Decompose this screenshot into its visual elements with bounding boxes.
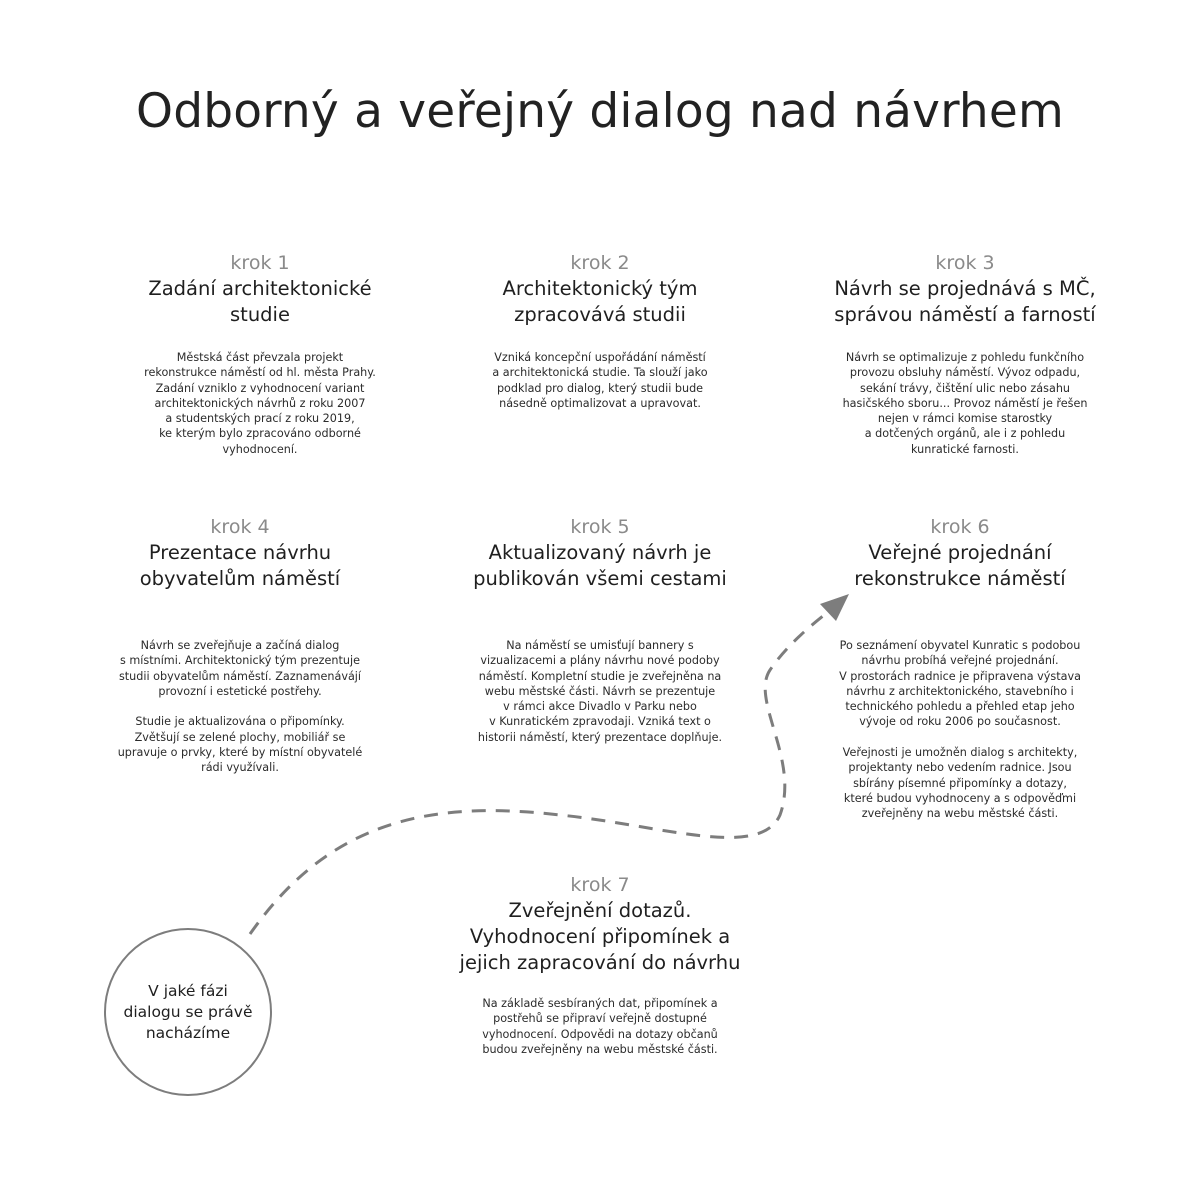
step-2-description: Vzniká koncepční uspořádání náměstí a architektonická studie. Ta slouží jako podklad pro dialog, který studii bude násedně optimalizovat a upravovat.: [492, 351, 708, 410]
step-3-description: Návrh se optimalizuje z pohledu funkčního provozu obsluhy náměstí. Vývoz odpadu, sekání trávy, čištění ulic nebo zásahu hasičského sboru... Provoz náměstí je řešen nejen v rámci komise starostky a dotčených orgánů, ale i z pohledu kunratické farnosti.: [842, 351, 1088, 456]
step-6-label: krok 6: [930, 516, 990, 538]
step-7-description: Na základě sesbíraných dat, připomínek a postřehů se připraví veřejně dostupné vyhodnocení. Odpovědi na dotazy občanů budou zveřejněny na webu městské části.: [482, 997, 718, 1056]
step-4-description: Návrh se zveřejňuje a začíná dialog s místními. Architektonický tým prezentuje studii obyvatelům náměstí. Zaznamenávájí provozní i estetické postřehy. Studie je aktualizována o připomínky. Zvětšují se zelené plochy, mobiliář se upravuje o prvky, které by místní obyvatelé rádi využívali.: [117, 639, 363, 775]
step-2-heading: Architektonický tým zpracovává studii: [502, 277, 698, 326]
current-phase-label: V jaké fázi dialogu se právě nacházíme: [123, 981, 253, 1042]
step-6-description: Po seznámení obyvatel Kunratic s podobou návrhu probíhá veřejné projednání. V prostorách radnice je připravena výstava návrhu z architektonického, stavebního i technického pohledu a přehled etap jeho vývoje od roku 2006 po současnost. Veřejnosti je umožněn dialog s architekty, projektanty nebo vedením radnice. Jsou sbírány písemné připomínky a dotazy, které budou vyhodnoceny a s odpověďmi zveřejněny na webu městské části.: [839, 639, 1081, 821]
dashed-arrow-path: [250, 612, 828, 934]
step-5-label: krok 5: [570, 516, 630, 538]
step-4-heading: Prezentace návrhu obyvatelům náměstí: [139, 541, 341, 590]
step-6-heading: Veřejné projednání rekonstrukce náměstí: [854, 541, 1066, 590]
page-title: Odborný a veřejný dialog nad návrhem: [136, 84, 1064, 139]
arrow-head-icon: [820, 594, 849, 621]
step-7-label: krok 7: [570, 874, 630, 896]
step-4-label: krok 4: [210, 516, 270, 538]
step-1-description: Městská část převzala projekt rekonstrukce náměstí od hl. města Prahy. Zadání vzniklo z vyhodnocení variant architektonických návrhů z roku 2007 a studentských prací z roku 2019, ke kterým bylo zpracováno odborné vyhodnocení.: [144, 351, 376, 456]
step-1-heading: Zadání architektonické studie: [148, 277, 372, 326]
step-1-label: krok 1: [230, 252, 290, 274]
step-5-heading: Aktualizovaný návrh je publikován všemi cestami: [473, 541, 727, 590]
step-5-description: Na náměstí se umisťují bannery s vizualizacemi a plány návrhu nové podoby náměstí. Kompletní studie je zveřejněna na webu městské části. Návrh se prezentuje v rámci akce Divadlo v Parku nebo v Kunratickém zpravodaji. Vzniká text o historii náměstí, který prezentace doplňuje.: [477, 639, 723, 744]
step-3-label: krok 3: [935, 252, 995, 274]
step-3-heading: Návrh se projednává s MČ, správou náměstí a farností: [834, 277, 1096, 326]
step-2-label: krok 2: [570, 252, 630, 274]
current-phase-circle: [104, 928, 272, 1096]
step-7-heading: Zveřejnění dotazů. Vyhodnocení připomínek a jejich zapracování do návrhu: [459, 899, 741, 974]
